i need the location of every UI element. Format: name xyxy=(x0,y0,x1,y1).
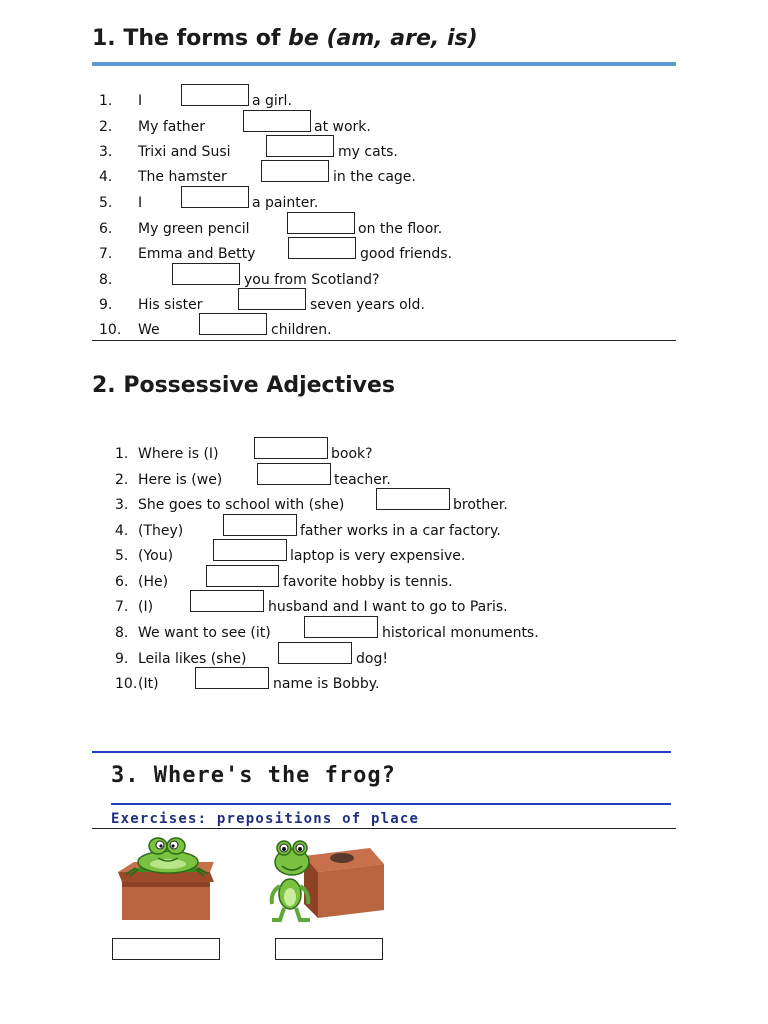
answer-box-2[interactable] xyxy=(275,938,383,960)
section3-bottom-rule xyxy=(92,828,676,829)
section2-title: 2. Possessive Adjectives xyxy=(92,373,396,398)
answer-blank[interactable] xyxy=(304,616,378,638)
answer-blank[interactable] xyxy=(181,84,249,106)
answer-blank[interactable] xyxy=(261,160,329,182)
section1-rule xyxy=(92,62,676,66)
answer-blank[interactable] xyxy=(257,463,331,485)
answer-blank[interactable] xyxy=(287,212,355,234)
section3-mid-rule xyxy=(111,803,671,805)
answer-blank[interactable] xyxy=(243,110,311,132)
answer-blank[interactable] xyxy=(376,488,450,510)
answer-blank[interactable] xyxy=(181,186,249,208)
answer-blank[interactable] xyxy=(172,263,240,285)
answer-box-1[interactable] xyxy=(112,938,220,960)
answer-blank[interactable] xyxy=(190,590,264,612)
section1-title: 1. The forms of be (am, are, is) xyxy=(92,26,478,51)
section3-top-rule xyxy=(92,751,671,753)
answer-blank[interactable] xyxy=(278,642,352,664)
answer-blank[interactable] xyxy=(288,237,356,259)
answer-blank[interactable] xyxy=(213,539,287,561)
answer-blank[interactable] xyxy=(206,565,279,587)
answer-blank[interactable] xyxy=(238,288,306,310)
answer-blank[interactable] xyxy=(199,313,267,335)
answer-blank[interactable] xyxy=(195,667,269,689)
section1-bottom-rule xyxy=(92,340,676,341)
section3-subtitle: Exercises: prepositions of place xyxy=(111,811,420,827)
section3-title: 3. Where's the frog? xyxy=(111,763,396,788)
answer-blank[interactable] xyxy=(266,135,334,157)
frog-on-box-icon xyxy=(114,834,218,924)
answer-blank[interactable] xyxy=(254,437,328,459)
answer-blank[interactable] xyxy=(223,514,297,536)
frog-next-to-box-icon xyxy=(266,834,388,924)
